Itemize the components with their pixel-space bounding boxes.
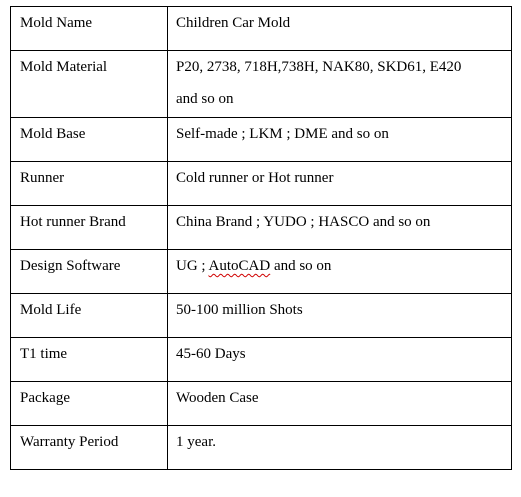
row-label-mold-material: Mold Material <box>11 51 168 118</box>
table-row <box>11 250 512 294</box>
row-value-runner: Cold runner or Hot runner <box>168 162 512 206</box>
row-value-mold-life: 50-100 million Shots <box>168 294 512 338</box>
row-label-runner: Runner <box>11 162 168 206</box>
row-value-design-software <box>168 250 512 294</box>
row-label-hot-runner-brand: Hot runner Brand <box>11 206 168 250</box>
table-row <box>11 382 512 426</box>
spellcheck-flagged-word: AutoCAD <box>208 258 271 274</box>
row-label-mold-base: Mold Base <box>11 118 168 162</box>
table-row <box>11 51 512 118</box>
row-label-mold-name: Mold Name <box>11 7 168 51</box>
row-label-design-software: Design Software <box>11 250 168 294</box>
table-row <box>11 338 512 382</box>
row-value-mold-material <box>168 51 512 118</box>
design-software-prefix: UG ; <box>176 258 209 274</box>
row-value-mold-base: Self-made ; LKM ; DME and so on <box>168 118 512 162</box>
mold-material-line-1: P20, 2738, 718H,738H, NAK80, SKD61, E420 <box>176 59 462 75</box>
row-value-mold-name: Children Car Mold <box>168 7 512 51</box>
row-label-t1-time: T1 time <box>11 338 168 382</box>
mold-spec-table <box>10 6 512 470</box>
row-value-warranty-period: 1 year. <box>168 426 512 470</box>
row-value-package: Wooden Case <box>168 382 512 426</box>
row-label-mold-life: Mold Life <box>11 294 168 338</box>
table-row <box>11 294 512 338</box>
design-software-suffix: and so on <box>270 258 332 274</box>
table-row <box>11 118 512 162</box>
row-label-package: Package <box>11 382 168 426</box>
table-row <box>11 206 512 250</box>
table-row <box>11 426 512 470</box>
mold-material-line-2: and so on <box>176 91 234 107</box>
row-value-hot-runner-brand: China Brand ; YUDO ; HASCO and so on <box>168 206 512 250</box>
row-value-t1-time: 45-60 Days <box>168 338 512 382</box>
table-row <box>11 162 512 206</box>
table-row <box>11 7 512 51</box>
row-label-warranty-period: Warranty Period <box>11 426 168 470</box>
